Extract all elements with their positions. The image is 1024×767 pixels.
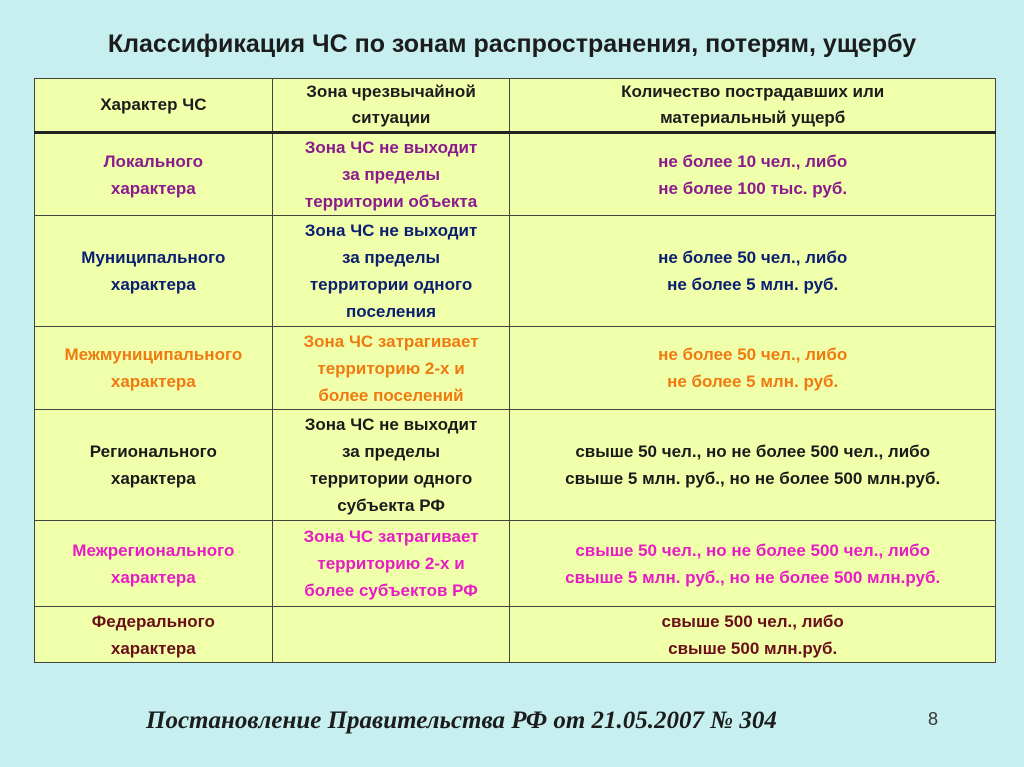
cell-zone: Зона ЧС затрагивает территорию 2-х и более субъектов РФ bbox=[272, 521, 510, 607]
header-character: Характер ЧС bbox=[35, 79, 273, 133]
cell-damage: свыше 50 чел., но не более 500 чел., либо свыше 5 млн. руб., но не более 500 млн.руб. bbox=[510, 521, 996, 607]
cell-damage: свыше 500 чел., либо свыше 500 млн.руб. bbox=[510, 607, 996, 663]
table-header-row bbox=[35, 79, 996, 133]
table-row-federal bbox=[35, 607, 996, 663]
table-row-municipal bbox=[35, 216, 996, 327]
table-row-local bbox=[35, 133, 996, 216]
cell-character: Муниципального характера bbox=[35, 216, 273, 327]
cell-damage: не более 50 чел., либо не более 5 млн. руб. bbox=[510, 216, 996, 327]
cell-character: Локального характера bbox=[35, 133, 273, 216]
cell-zone: Зона ЧС не выходит за пределы территории объекта bbox=[272, 133, 510, 216]
table-row-intermunicipal bbox=[35, 327, 996, 410]
footer-citation: Постановление Правительства РФ от 21.05.2007 № 304 bbox=[146, 707, 777, 734]
cell-damage: не более 10 чел., либо не более 100 тыс. руб. bbox=[510, 133, 996, 216]
slide-title: Классификация ЧС по зонам распространения, потерям, ущербу bbox=[107, 30, 917, 58]
cell-damage: не более 50 чел., либо не более 5 млн. руб. bbox=[510, 327, 996, 410]
cell-character: Межмуниципального характера bbox=[35, 327, 273, 410]
table-row-regional bbox=[35, 410, 996, 521]
header-damage: Количество пострадавших или материальный ущерб bbox=[510, 79, 996, 133]
cell-character: Межрегионального характера bbox=[35, 521, 273, 607]
table-row-interregional bbox=[35, 521, 996, 607]
cell-character: Регионального характера bbox=[35, 410, 273, 521]
cell-damage: свыше 50 чел., но не более 500 чел., либо свыше 5 млн. руб., но не более 500 млн.руб. bbox=[510, 410, 996, 521]
emergency-classification-table bbox=[34, 78, 996, 663]
header-zone: Зона чрезвычайной ситуации bbox=[272, 79, 510, 133]
cell-zone: Зона ЧС не выходит за пределы территории одного поселения bbox=[272, 216, 510, 327]
cell-zone: Зона ЧС затрагивает территорию 2-х и более поселений bbox=[272, 327, 510, 410]
cell-zone-empty bbox=[272, 607, 510, 663]
cell-zone: Зона ЧС не выходит за пределы территории одного субъекта РФ bbox=[272, 410, 510, 521]
page-number: 8 bbox=[928, 709, 939, 729]
cell-character: Федерального характера bbox=[35, 607, 273, 663]
